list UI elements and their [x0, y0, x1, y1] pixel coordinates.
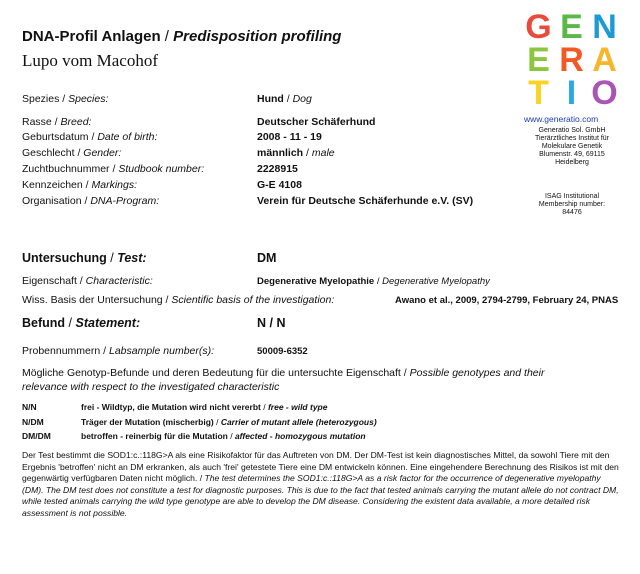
basis-label-en: Scientific basis of the investigation: — [171, 294, 335, 306]
isag-line: ISAG Institutional — [544, 193, 600, 200]
statement-label-en: Statement: — [75, 316, 141, 330]
company-address-line: Blumenstr. 49, 69115 — [539, 151, 605, 158]
logo-letter: R — [559, 40, 584, 79]
company-address-line: Tierärztliches Institut für — [534, 135, 610, 142]
genotypes-intro: Mögliche Genotyp-Befunde und deren Bedeutung für die untersuchte Eigenschaft / Possible genotypes and their — [22, 367, 545, 379]
genotype-description: betroffen - reinerbig für die Mutation / affected - homozygous mutation — [81, 431, 366, 441]
field-value: Verein für Deutsche Schäferhunde e.V. (SV) — [257, 195, 474, 207]
disclaimer-de: Der Test bestimmt die SOD1:c.:118G>A als eine Risikofaktor für das Auftreten von DM. Der DM-Test ist kein diagnostisches Mittel, da sowohl Tiere mit den Ergebnis 'betroffen' nicht an DM erkranken, als auch 'frei' getestete Tiere eine DM entwickeln können. Eine eingehendere Berechnung des Risikos ist mit den gegenwärtig verfügbaren Daten nicht möglich. — [22, 450, 619, 483]
field-value: 2228915 — [257, 163, 298, 175]
logo-letter: A — [592, 40, 617, 79]
isag-line: Membership number: — [538, 201, 606, 208]
title-en: Predisposition profiling — [173, 28, 342, 45]
genotype-description: Träger der Mutation (mischerbig) / Carrier of mutant allele (heterozygous) — [81, 417, 377, 427]
logo-letter: T — [528, 73, 549, 112]
basis-label: Wiss. Basis der Untersuchung / Scientific basis of the investigation: — [22, 294, 335, 306]
disclaimer-en: The test determines the SOD1:c.:118G>A as a risk factor for the occurrence of degenerative myelopathy (DM). The DM test does not constitute a test for diagnostic purposes. This is due to the fact that tested animals carrying the mutant allele do not contract DM, while tested animals carrying the wild type genotype are able to develop the DM disease. Considering the existent data available, a more detailed risk assessment is not possible. — [22, 473, 619, 518]
field-label: Geschlecht / Gender: — [22, 147, 122, 159]
title-de: DNA-Profil Anlagen — [22, 28, 161, 45]
test-label-de: Untersuchung — [22, 251, 107, 265]
field-value: Hund / Dog — [257, 93, 312, 105]
statement-value: N / N — [257, 316, 286, 330]
characteristic-label-en: Characteristic: — [85, 275, 153, 287]
test-value: DM — [257, 251, 277, 265]
field-label: Rasse / Breed: — [22, 116, 92, 128]
genotype-code: DM/DM — [22, 431, 51, 441]
disclaimer: Der Test bestimmt die SOD1:c.:118G>A als eine Risikofaktor für das Auftreten von DM. Der DM-Test ist kein diagnostisches Mittel, da sowohl Tiere mit den Ergebnis 'betroffen' nicht an DM erkranken, als auch 'frei' getestete Tiere eine DM entwickeln können. Eine eingehendere Berechnung des Risikos ist mit den gegenwärtig verfügbaren Daten nicht möglich. / The test determines the SOD1:c.:118G>A as a risk factor for the occurrence of degenerative myelopathy (DM). The DM test does not constitute a test for diagnostic purposes. This is due to the fact that tested animals carrying the mutant allele do not contract DM, while tested animals carrying the wild type genotype are able to develop the DM disease. Considering the existent data available, a more detailed risk assessment is not possible. — [22, 450, 619, 518]
field-label: Zuchtbuchnummer / Studbook number: — [22, 163, 205, 175]
field-value: Deutscher Schäferhund — [257, 116, 376, 128]
company-address-line: Molekulare Genetik — [541, 143, 603, 150]
company-address-line: Generatio Sol. GmbH — [538, 127, 606, 134]
logo-letter: N — [592, 7, 617, 46]
characteristic-value-en: Degenerative Myelopathy — [382, 276, 490, 287]
field-label: Kennzeichen / Markings: — [22, 179, 137, 191]
characteristic-label-de: Eigenschaft — [22, 275, 77, 287]
genotype-code: N/N — [22, 402, 37, 412]
company-address-line: Heidelberg — [555, 159, 589, 166]
field-label: Organisation / DNA-Program: — [22, 195, 160, 207]
field-value: männlich / male — [257, 147, 335, 159]
sample-value: 50009-6352 — [257, 346, 308, 357]
field-value: 2008 - 11 - 19 — [257, 131, 322, 143]
genotypes-intro-de: Mögliche Genotyp-Befunde und deren Bedeutung für die untersuchte Eigenschaft — [22, 367, 401, 379]
website-link[interactable]: www.generatio.com — [524, 114, 599, 124]
characteristic-value-de: Degenerative Myelopathie — [257, 276, 375, 287]
logo-letter: I — [566, 73, 577, 112]
sample-label: Probennummern / Labsample number(s): — [22, 345, 215, 357]
test-label-en: Test: — [117, 251, 147, 265]
logo-letter: O — [591, 73, 618, 112]
test-label: Untersuchung / Test: — [22, 251, 147, 265]
title-separator: / — [164, 28, 169, 45]
statement-label-de: Befund — [22, 316, 66, 330]
statement-label: Befund / Statement: — [22, 316, 141, 330]
logo-letter: G — [525, 7, 552, 46]
basis-label-de: Wiss. Basis der Untersuchung — [22, 294, 163, 306]
generatio-logo — [522, 7, 622, 112]
basis-value: Awano et al., 2009, 2794-2799, February 24, PNAS — [395, 295, 619, 306]
genotype-code: N/DM — [22, 417, 44, 427]
logo-letter: E — [560, 7, 583, 46]
genotypes-intro-line2 — [22, 381, 279, 393]
sample-label-en: Labsample number(s): — [108, 345, 215, 357]
logo-letter: E — [527, 40, 550, 79]
dog-name: Lupo vom Macohof — [22, 51, 158, 70]
genotypes-intro-en-1: Possible genotypes and their — [409, 367, 545, 379]
field-label: Geburtsdatum / Date of birth: — [22, 131, 158, 143]
field-label: Spezies / Species: — [22, 93, 109, 105]
document-title — [22, 28, 341, 45]
isag-line: 84476 — [562, 209, 582, 216]
sample-label-de: Probennummern — [22, 345, 101, 357]
genotype-description: frei - Wildtyp, die Mutation wird nicht vererbt / free - wild type — [81, 402, 328, 412]
company-address — [524, 127, 620, 167]
isag-membership — [524, 193, 620, 217]
genotypes-intro-en-2: relevance with respect to the investigated characteristic — [22, 381, 280, 393]
field-value: G-E 4108 — [257, 179, 302, 191]
characteristic-label: Eigenschaft / Characteristic: — [22, 275, 153, 287]
characteristic-value: Degenerative Myelopathie / Degenerative Myelopathy — [257, 276, 490, 287]
